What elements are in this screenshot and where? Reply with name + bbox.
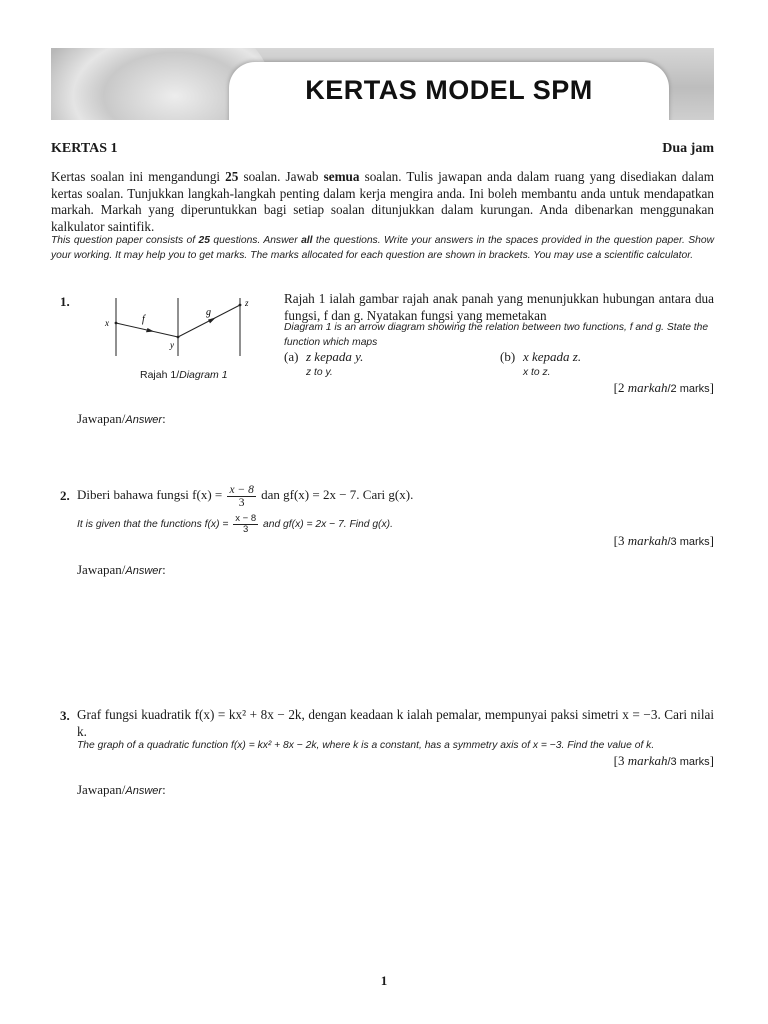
q3-answer-space[interactable] <box>77 802 714 952</box>
label-z: z <box>245 298 249 308</box>
q1-arrow-diagram <box>100 292 260 362</box>
q2-fraction <box>227 484 255 509</box>
point-z <box>239 304 242 307</box>
q2-frac-den-en: 3 <box>243 523 249 535</box>
arrow-f-head <box>146 328 154 332</box>
q1-part-b-ms: x kepada z. <box>523 349 582 364</box>
instr-en-count: 25 <box>198 235 210 246</box>
caption-ms: Rajah 1/ <box>140 369 180 381</box>
instr-en-part: the questions. Write your answers in the spaces provided in the question paper. Show your working. It may help you to get marks. The marks allocated for each question are shown in brackets. You may use a scientific calculator. <box>51 235 715 261</box>
q1-part-a-label: (a) <box>284 349 299 364</box>
instructions-en <box>51 233 714 263</box>
instr-en-part: questions. Answer <box>209 235 302 246</box>
q1-answer-space[interactable] <box>77 430 714 482</box>
q3-text-en: The graph of a quadratic function f(x) = kx² + 8x − 2k, where k is a constant, has a symmetry axis of x = −3. Find the value of k. <box>77 740 655 751</box>
marks-close: ] <box>709 753 714 768</box>
q2-pre-en: It is given that the functions f(x) = <box>77 519 229 530</box>
marks-en: /3 marks <box>667 756 710 768</box>
instr-ms-count: 25 <box>225 169 239 184</box>
answer-ms: Jawapan/ <box>77 411 126 426</box>
banner-title: KERTAS MODEL SPM <box>305 75 593 105</box>
q3-marks <box>614 753 714 769</box>
answer-colon: : <box>162 411 166 426</box>
q2-post-en: and gf(x) = 2x − 7. Find g(x). <box>263 519 393 530</box>
answer-ms: Jawapan/ <box>77 782 126 797</box>
q2-frac-den: 3 <box>238 496 245 509</box>
q2-number: 2. <box>60 488 70 503</box>
q2-frac-num-en: x − 8 <box>235 512 257 524</box>
marks-ms: markah <box>627 380 668 395</box>
marks-open: [2 <box>613 380 628 395</box>
q1-part-b-label: (b) <box>500 349 516 364</box>
q2-text-en <box>77 513 393 537</box>
q3-number: 3. <box>60 708 70 723</box>
instr-ms-part: Kertas soalan ini mengandungi <box>51 169 226 184</box>
q2-post-ms: dan gf(x) = 2x − 7. Cari g(x). <box>261 487 414 502</box>
q2-frac-num: x − 8 <box>229 483 254 496</box>
marks-close: ] <box>709 533 714 548</box>
instructions-ms <box>51 169 714 235</box>
q1-text-ms: Rajah 1 ialah gambar rajah anak panah yang menunjukkan hubungan antara dua fungsi, f dan g. Nyatakan fungsi yang memetakan <box>284 291 714 323</box>
arrow-g-head <box>208 317 216 323</box>
q1-part-b-en: x to z. <box>523 367 551 378</box>
instr-ms-part: soalan. Jawab <box>238 169 324 184</box>
q2-marks <box>614 533 714 549</box>
answer-en: Answer <box>125 414 163 426</box>
marks-ms: markah <box>627 533 668 548</box>
page-number: 1 <box>380 973 388 988</box>
paper-duration: Dua jam <box>662 141 714 156</box>
answer-colon: : <box>162 562 166 577</box>
q2-fraction-en <box>233 514 258 535</box>
q3-answer-label <box>77 782 166 798</box>
marks-en: /2 marks <box>667 383 710 395</box>
q1-diagram-caption <box>140 369 228 381</box>
q1-part-a-en: z to y. <box>306 367 333 378</box>
instr-en-all: all <box>301 235 313 246</box>
answer-en: Answer <box>125 565 163 577</box>
label-y: y <box>170 340 174 350</box>
point-x <box>115 322 118 325</box>
paper-label: KERTAS 1 <box>51 141 118 156</box>
answer-ms: Jawapan/ <box>77 562 126 577</box>
q1-part-a-ms: z kepada y. <box>306 349 364 364</box>
q2-answer-label <box>77 562 166 578</box>
header-banner <box>51 48 714 120</box>
q2-pre-ms: Diberi bahawa fungsi f(x) = <box>77 487 223 502</box>
q1-answer-label <box>77 411 166 427</box>
label-x: x <box>105 318 109 328</box>
marks-close: ] <box>709 380 714 395</box>
q3-text-ms: Graf fungsi kuadratik f(x) = kx² + 8x − 2k, dengan keadaan k ialah pemalar, mempunyai paksi simetri x = −3. Cari nilai k. <box>77 707 714 739</box>
marks-open: [3 <box>613 753 628 768</box>
instr-ms-part: soalan. Tulis jawapan anda dalam ruang yang disediakan dalam kertas soalan. Tunjukkan langkah-langkah penting dalam kerja mengira anda. Ini boleh membantu anda untuk mendapatkan markah. Markah yang diperuntukkan bagi setiap soalan ditunjukkan dalam kurungan. Anda dibenarkan menggunakan kalkulator saintifik. <box>51 169 714 234</box>
q2-answer-space[interactable] <box>77 582 714 700</box>
point-y <box>177 336 180 339</box>
marks-open: [3 <box>613 533 628 548</box>
label-f: f <box>142 314 145 325</box>
answer-colon: : <box>162 782 166 797</box>
q1-marks <box>614 380 714 396</box>
marks-en: /3 marks <box>667 536 710 548</box>
q1-number: 1. <box>60 294 70 309</box>
instr-ms-all: semua <box>323 169 360 184</box>
answer-en: Answer <box>125 785 163 797</box>
q2-text-ms <box>77 480 413 510</box>
label-g: g <box>206 307 211 318</box>
marks-ms: markah <box>627 753 668 768</box>
q1-text-en: Diagram 1 is an arrow diagram showing the relation between two functions, f and g. State the function which maps <box>284 322 709 348</box>
instr-en-part: This question paper consists of <box>51 235 199 246</box>
caption-en: Diagram 1 <box>179 369 228 381</box>
